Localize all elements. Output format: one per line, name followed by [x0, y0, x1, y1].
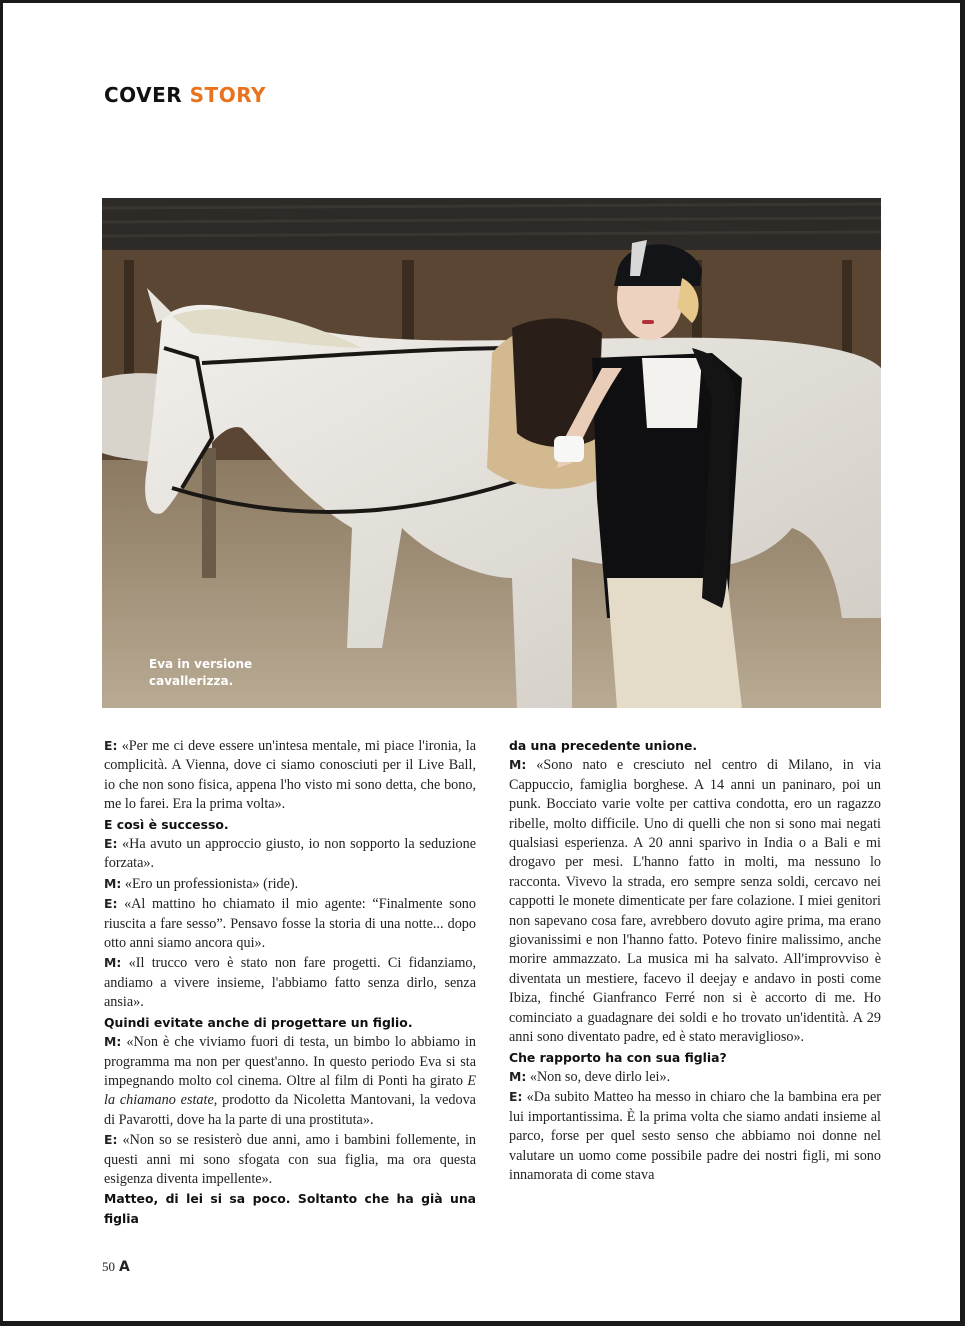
- photo-caption: [149, 656, 289, 690]
- answer-paragraph: [104, 736, 476, 815]
- interview-question: Quindi evitate anche di progettare un figlio.: [104, 1014, 413, 1030]
- caption-line-2: cavallerizza.: [149, 674, 234, 688]
- magazine-page: [3, 3, 960, 1321]
- speaker-label: E:: [104, 836, 118, 852]
- rubric-story: STORY: [189, 83, 266, 107]
- answer-paragraph: [509, 1067, 881, 1087]
- speaker-label: M:: [104, 875, 122, 891]
- interview-question: Che rapporto ha con sua figlia?: [509, 1049, 727, 1065]
- answer-text: «Ha avuto un approccio giusto, io non sopporto la seduzione forzata».: [104, 836, 477, 872]
- speaker-label: M:: [509, 1068, 527, 1084]
- photo-illustration: [102, 198, 881, 708]
- answer-text: «Non so se resisterò due anni, amo i bambini follemente, in questi anni mi sono sfogata con sua figlia, ma ora questa esigenza diventa impellente».: [104, 1132, 477, 1187]
- speaker-label: M:: [104, 1034, 122, 1050]
- text-column-left: [104, 736, 476, 1228]
- answer-text: «Da subito Matteo ha messo in chiaro che la bambina era per lui importantissima. È la prima volta che siamo andati insieme al parco, forse per quel sesto senso che abbiamo noi donne nel valutare un uomo come possibile padre dei nostri figli, mi sono innamorata di come stava: [509, 1089, 881, 1183]
- speaker-label: E:: [509, 1089, 523, 1105]
- rubric-cover: COVER: [104, 83, 183, 107]
- answer-text: «Il trucco vero è stato non fare progetti. Ci fidanziamo, andiamo a vivere insieme, l'abbiamo fatto senza dirlo, senza ansia».: [104, 955, 476, 1011]
- answer-text: «Per me ci deve essere un'intesa mentale, mi piace l'ironia, la complicità. A Vienna, dove ci siamo conosciuti per il Live Ball, io che non sono fisica, appena l'ho visto mi sono detta, che bono, me lo farei. Era la prima volta».: [104, 738, 477, 813]
- page-number: 50: [102, 1259, 115, 1274]
- answer-paragraph: [104, 834, 476, 874]
- answer-paragraph: [104, 1130, 476, 1189]
- interview-question: E così è successo.: [104, 816, 229, 832]
- speaker-label: M:: [509, 757, 527, 773]
- answer-text: «Non è che viviamo fuori di testa, un bimbo lo abbiamo in programma ma non per quest'anno. In questo periodo Eva si sta impegnando molto col cinema. Oltre al film di Ponti ha girato: [104, 1034, 477, 1089]
- speaker-label: M:: [104, 955, 122, 971]
- speaker-label: E:: [104, 738, 118, 753]
- film-title: E la chiamano estate: [104, 1072, 476, 1109]
- answer-paragraph: [509, 755, 881, 1047]
- cover-photo: [102, 198, 881, 708]
- speaker-label: E:: [104, 1132, 118, 1148]
- answer-paragraph: [104, 894, 476, 953]
- magazine-logo-mark: A: [119, 1259, 130, 1275]
- section-rubric: [104, 83, 266, 107]
- caption-line-1: Eva in versione: [149, 657, 253, 671]
- speaker-label: E:: [104, 896, 118, 912]
- answer-text: «Non so, deve dirlo lei».: [529, 1068, 671, 1085]
- answer-paragraph: [509, 1087, 881, 1185]
- interview-question-continued: da una precedente unione.: [509, 738, 698, 753]
- answer-paragraph: [104, 953, 476, 1012]
- answer-text-continued: , prodotto da Nicoletta Mantovani, la vedova di Pavarotti, dove ha la parte di una prostituta».: [104, 1092, 476, 1128]
- answer-paragraph: [104, 874, 476, 894]
- text-column-right: [509, 736, 881, 1185]
- answer-paragraph: [104, 1032, 476, 1130]
- interview-question: Matteo, di lei si sa poco. Soltanto che ha già una figlia: [104, 1191, 476, 1226]
- answer-text: «Sono nato e cresciuto nel centro di Milano, in via Cappuccio, famiglia borghese. A 14 anni un paninaro, poi un punk. Bocciato varie volte per cattiva condotta, ero un ragazzo ribelle, molto difficile. Uno di quelli che non si sono mai negati qualsiasi esperienza. A 20 anni sparivo in India o a Bali e mi drogavo per mesi. L'hanno fatto in molti, ma nessuno lo racconta. Vivevo la strada, ero sempre senza soldi, cercavo nei cappotti le monete dimenticate per fare colazione. I miei genitori non sapevano cosa fare, avrebbero dovuto agire prima, ma erano giovanissimi e non l'hanno fatto. Potevo finire malissimo, anche morire ammazzato. La musica mi ha salvato. All'improvviso è diventata un mestiere, facevo il deejay e andavo in posti come Ibiza, finché Gianfranco Ferré non si è accorto di me. Ho cominciato a guadagnare dei soldi e ho trovato un'identità. A 29 anni sono diventato padre, ed è stato meraviglioso».: [509, 757, 881, 1046]
- page-folio: [102, 1259, 130, 1275]
- answer-text: «Al mattino ho chiamato il mio agente: “Finalmente sono riuscita a fare sesso”. Pensavo fosse la storia di una notte... dopo otto anni siamo ancora qui».: [104, 896, 476, 952]
- answer-text: «Ero un professionista» (ride).: [124, 875, 299, 892]
